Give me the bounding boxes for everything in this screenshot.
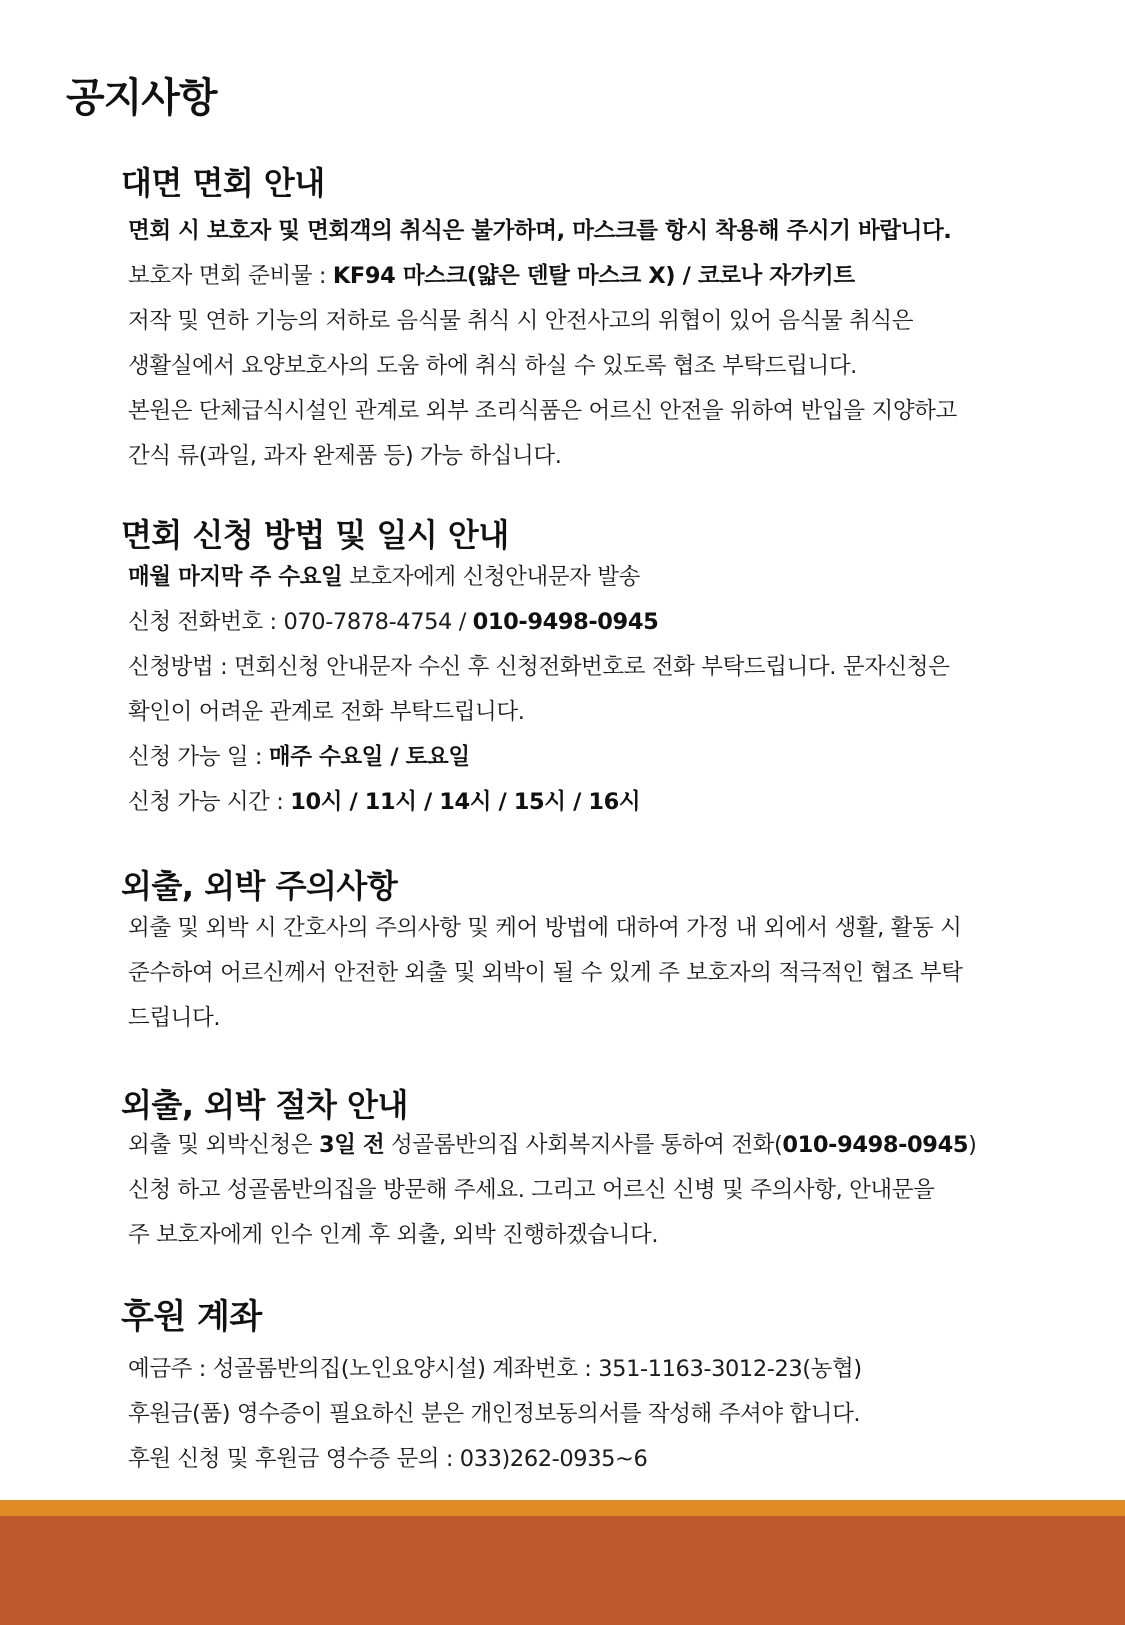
section-heading: 대면 면회 안내 [121,164,325,202]
body-text: 신청 가능 일 : [128,744,269,770]
body-text: 간식 류(과일, 과자 완제품 등) 가능 하십니다. [128,443,562,469]
body-line [128,254,1001,299]
body-text: 후원 신청 및 후원금 영수증 문의 : 033)262-0935~6 [128,1446,648,1472]
section-outing-procedure [121,1085,1001,1258]
section-body [121,1347,1001,1482]
body-text: 보호자에게 신청안내문자 발송 [342,564,640,590]
body-line [128,735,1001,780]
section-heading: 면회 신청 방법 및 일시 안내 [121,516,509,554]
section-visit-notice [121,163,1001,479]
body-line [128,299,1001,344]
body-line [128,389,1001,434]
body-text: 예금주 : 성골롬반의집(노인요양시설) 계좌번호 : 351-1163-3012-23(농협) [128,1356,862,1382]
body-line [128,555,1001,600]
body-line [128,434,1001,479]
body-text: 보호자 면회 준비물 : [128,263,333,289]
body-text: 저작 및 연하 기능의 저하로 음식물 취식 시 안전사고의 위협이 있어 음식물 취식은 [128,308,914,334]
body-line [128,645,1001,690]
body-line [128,690,1001,735]
body-line [128,996,1001,1041]
footer-band [0,1516,1125,1625]
page-title: 공지사항 [66,75,217,121]
section-body [121,555,1001,825]
body-line [128,209,1001,254]
emphasis-text: 010-9498-0945 [472,609,659,635]
footer-stripe [0,1500,1125,1516]
body-line [128,1123,1001,1168]
body-text: 신청 가능 시간 : [128,789,291,815]
body-line [128,1168,1001,1213]
body-text: 주 보호자에게 인수 인계 후 외출, 외박 진행하겠습니다. [128,1222,659,1248]
body-text: 드립니다. [128,1005,221,1031]
section-outing-precautions [121,866,1001,1041]
body-line [128,600,1001,645]
section-body [121,1123,1001,1258]
body-text: 성골롬반의집 사회복지사를 통하여 전화( [384,1132,783,1158]
body-text: 외출 및 외박신청은 [128,1132,319,1158]
body-line [128,780,1001,825]
emphasis-text: 010-9498-0945 [782,1132,969,1158]
body-text: 외출 및 외박 시 간호사의 주의사항 및 케어 방법에 대하여 가정 내 외에서 생활, 활동 시 [128,915,962,941]
section-donation-account [121,1295,1001,1482]
section-body [121,906,1001,1041]
body-line [128,951,1001,996]
section-heading: 외출, 외박 주의사항 [121,867,398,905]
section-body [121,209,1001,479]
body-line [128,1392,1001,1437]
body-text: 확인이 어려운 관계로 전화 부탁드립니다. [128,699,525,725]
emphasis-text: 매주 수요일 / 토요일 [268,744,470,770]
body-text: 신청방법 : 면회신청 안내문자 수신 후 신청전화번호로 전화 부탁드립니다. 문자신청은 [128,654,950,680]
emphasis-text: 10시 / 11시 / 14시 / 15시 / 16시 [290,789,641,815]
section-visit-application [121,515,1001,825]
section-heading: 후원 계좌 [121,1297,262,1337]
body-text: 후원금(품) 영수증이 필요하신 분은 개인정보동의서를 작성해 주셔야 합니다. [128,1401,861,1427]
body-text: 신청 전화번호 : 070-7878-4754 / [128,609,473,635]
emphasis-text: 면회 시 보호자 및 면회객의 취식은 불가하며, 마스크를 항시 착용해 주시기 바랍니다. [128,218,952,244]
emphasis-text: 매월 마지막 주 수요일 [128,564,343,590]
emphasis-text: KF94 마스크(얇은 덴탈 마스크 X) / 코로나 자가키트 [332,263,855,289]
body-line [128,1347,1001,1392]
section-heading: 외출, 외박 절차 안내 [121,1086,408,1124]
body-line [128,906,1001,951]
body-text: 준수하여 어르신께서 안전한 외출 및 외박이 될 수 있게 주 보호자의 적극적인 협조 부탁 [128,960,963,986]
body-line [128,1213,1001,1258]
body-text: 생활실에서 요양보호사의 도움 하에 취식 하실 수 있도록 협조 부탁드립니다. [128,353,857,379]
body-text: 본원은 단체급식시설인 관계로 외부 조리식품은 어르신 안전을 위하여 반입을 지양하고 [128,398,957,424]
body-line [128,344,1001,389]
body-text: ) [968,1132,977,1158]
body-line [128,1437,1001,1482]
body-text: 신청 하고 성골롬반의집을 방문해 주세요. 그리고 어르신 신병 및 주의사항, 안내문을 [128,1177,935,1203]
emphasis-text: 3일 전 [318,1132,385,1158]
